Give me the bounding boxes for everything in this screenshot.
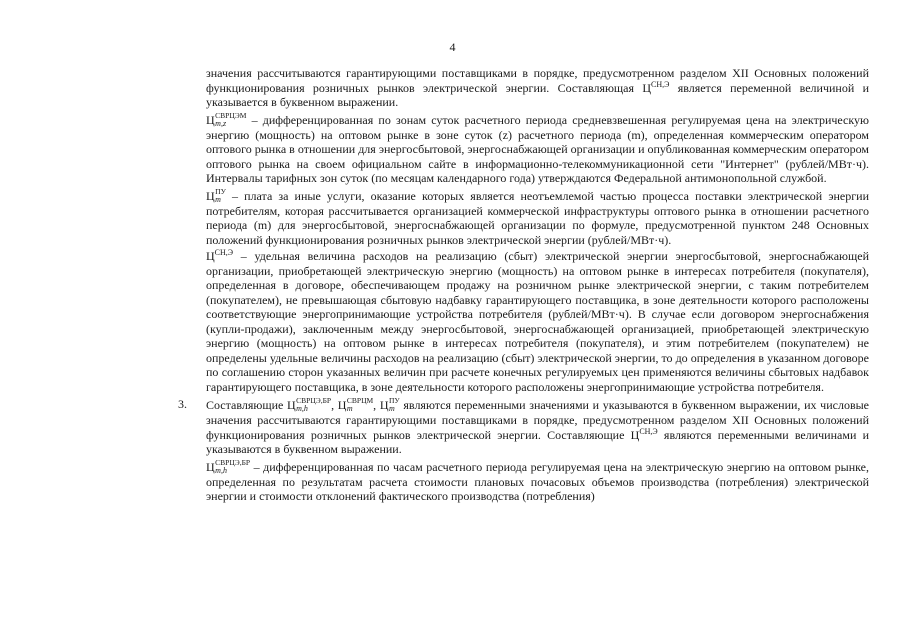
definition-pu: [206, 188, 869, 248]
symbol-c-sn-e: $Ц^{СН,Э}$: [642, 79, 670, 95]
text: – удельная величина расходов на реализацию (сбыт) электрической энергии энергосбытовой, энергоснабжающей организации, приобретающей электрическую энергию (мощность) на оптовом рынке в интересах потребителя (покупателя), определенная в договоре, обеспечивающем продажу на розничном рынке электрической энергии, с таким потребителем (покупателем), не превышающая сбытовую надбавку гарантирующего поставщика, в зоне деятельности которого расположены соответствующие энергопринимающие устройства потребителя (рублей/МВт·ч). В случае если договором энергоснабжения (купли-продажи), заключенным между энергосбытовой, энергоснабжающей организацией, приобретающей электрическую энергию (мощность) на оптовом рынке в интересах потребителя (покупателя), и этим потребителем (покупателем) не определены удельные величины расходов на реализацию (сбыт) электрической энергии, то до определения в указанном договоре по соглашению сторон указанных величин при расчете конечных регулируемых цен применяются величины сбытовых надбавок гарантирующего поставщика, в зоне деятельности которого расположены энергопринимающие устройства потребителя.: [206, 249, 869, 394]
text: являются переменными величинами и указываются в буквенном выражении.: [206, 427, 869, 456]
item3-paragraph: Составляющие Ц СВРЦЭ,БР m,h , Ц СВРЦМ m , Ц ПУ m являются переменными значениями и указываются в буквенном выражении, их числовые значения рассчитываются гарантирующими поставщиками в порядке, предусмотренном разделом XII Основных положений функционирования розничных рынков электрической энергии. Составляющие $Ц^{СН,Э}$ являются переменными величинами и указываются в буквенном выражении.: [206, 396, 870, 456]
symbol-c-svrcebr: Ц СВРЦЭ,БР m,h: [286, 396, 332, 413]
symbol-c-pu: Ц ПУ m: [206, 186, 226, 204]
symbol-c-svrcebr: Ц СВРЦЭ,БР m,h: [206, 457, 251, 475]
symbol-c-svrcm: Ц СВРЦМ m: [337, 396, 374, 413]
paragraph-intro: [206, 66, 869, 110]
symbol-c-sn-e: $Ц^{СН,Э}$: [630, 426, 658, 442]
text: является переменной величиной и указывается в буквенном выражении.: [206, 80, 869, 109]
page-number: 4: [449, 40, 456, 54]
symbol-c-sn-e: $Ц^{СН,Э}$: [206, 248, 234, 263]
document-body: [178, 66, 870, 506]
text: Составляющие: [206, 398, 287, 412]
symbol-c-svrcem: Ц СВРЦЭМ m,z: [206, 110, 247, 128]
text: – дифференцированная по зонам суток расчетного периода средневзвешенная регулируемая цена на электрическую энергию (мощность) на оптовом рынке в зоне суток (z) расчетного периода (m), определенная коммерческим оператором оптового рынка в отношении для энергосбытовой, энергоснабжающей организации и опубликованная коммерческим оператором оптового рынка на своем официальном сайте в информационно-телекоммуникационной сети "Интернет" (рублей/МВт·ч). Интервалы тарифных зон суток (по месяцам календарного года) утверждаются Федеральной антимонопольной службой.: [206, 112, 869, 185]
symbol-c-pu: Ц ПУ m: [379, 396, 400, 413]
definition-svrcebr: [206, 459, 869, 504]
list-number: 3.: [178, 397, 187, 411]
text: – плата за иные услуги, оказание которых является неотъемлемой частью процесса поставки электрической энергии потребителям, которая рассчитывается организацией коммерческой инфраструктуры оптового рынка в отношении расчетного периода (m) для энергосбытовой, энергоснабжающей организации по формуле, предусмотренной пунктом 248 Основных положений функционирования розничных рынков электрической энергии (рублей/МВт·ч).: [206, 188, 869, 247]
text: являются переменными значениями и указываются в буквенном выражении, их числовые значения рассчитываются гарантирующими поставщиками в порядке, предусмотренном разделом XII Основных положений функционирования розничных рынков электрической энергии. Составляющие: [206, 398, 870, 442]
definition-svrcem: [206, 112, 869, 186]
text: значения рассчитываются гарантирующими поставщиками в порядке, предусмотренном разделом XII Основных положений функционирования розничных рынков электрической энергии. Составляющая: [206, 66, 869, 95]
definition-sn-e: [206, 249, 869, 394]
text: – дифференцированная по часам расчетного периода регулируемая цена на электрическую энергию на оптовом рынке, определенная по результатам расчета стоимости плановых почасовых объемов производства (потребления) электрической энергии и стоимости отклонений фактического производства (потребления): [206, 459, 869, 503]
list-item-3: [178, 396, 870, 504]
